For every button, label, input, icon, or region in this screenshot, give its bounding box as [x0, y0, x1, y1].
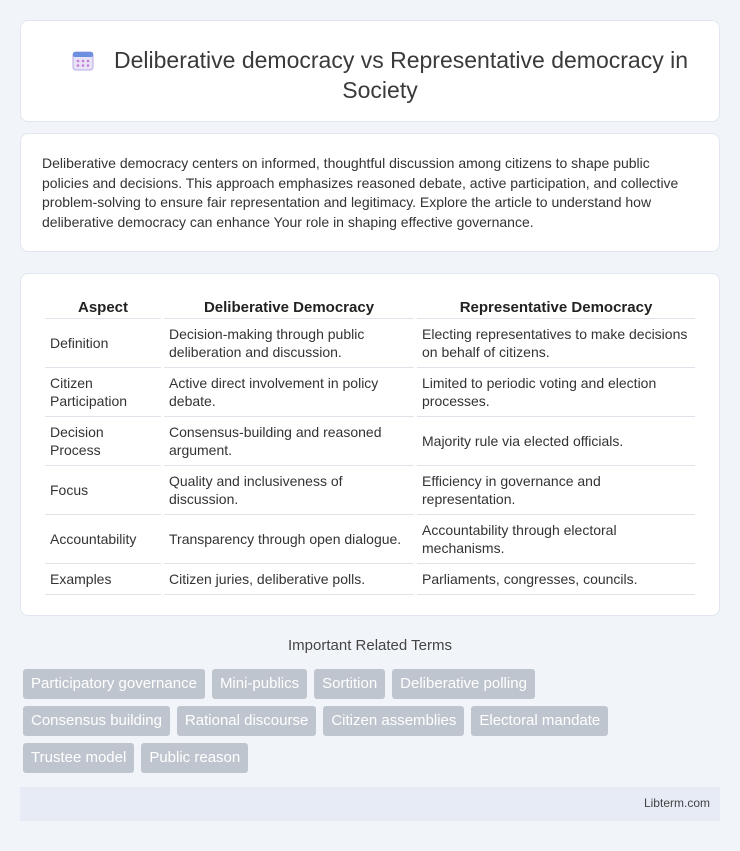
table-row — [45, 564, 695, 595]
cell-aspect: Accountability — [45, 515, 161, 564]
cell-representative: Majority rule via elected officials. — [417, 417, 695, 466]
header-aspect: Aspect — [45, 296, 161, 319]
related-terms-heading: Important Related Terms — [288, 637, 452, 654]
cell-deliberative: Decision-making through public deliberation and discussion. — [164, 319, 414, 368]
header-deliberative: Deliberative Democracy — [164, 296, 414, 319]
footer — [20, 787, 720, 821]
cell-representative: Limited to periodic voting and election processes. — [417, 368, 695, 417]
tag-rational-discourse[interactable]: Rational discourse — [177, 706, 316, 736]
cell-representative: Electing representatives to make decisions on behalf of citizens. — [417, 319, 695, 368]
tag-electoral-mandate[interactable]: Electoral mandate — [471, 706, 608, 736]
title-card — [20, 20, 720, 122]
intro-card — [20, 133, 720, 252]
cell-deliberative: Citizen juries, deliberative polls. — [164, 564, 414, 595]
tag-mini-publics[interactable]: Mini-publics — [212, 669, 307, 699]
cell-aspect: Definition — [45, 319, 161, 368]
page-title-wrap — [61, 45, 699, 105]
tag-sortition[interactable]: Sortition — [314, 669, 385, 699]
cell-aspect: Citizen Participation — [45, 368, 161, 417]
comparison-card — [20, 273, 720, 616]
tag-consensus-building[interactable]: Consensus building — [23, 706, 170, 736]
table-row — [45, 515, 695, 564]
intro-paragraph: Deliberative democracy centers on informed, thoughtful discussion among citizens to shape public policies and decisions. This approach emphasizes reasoned debate, active participation, and collective problem-solving to ensure fair representation and legitimacy. Explore the article to understand how deliberative democracy can enhance Your role in shaping effective governance. — [42, 155, 679, 230]
tag-public-reason[interactable]: Public reason — [141, 743, 248, 773]
footer-site-link[interactable]: Libterm.com — [643, 796, 710, 810]
tag-deliberative-polling[interactable]: Deliberative polling — [392, 669, 535, 699]
table-header-row — [45, 296, 695, 319]
related-terms-list — [23, 669, 663, 773]
cell-deliberative: Transparency through open dialogue. — [164, 515, 414, 564]
tag-citizen-assemblies[interactable]: Citizen assemblies — [323, 706, 464, 736]
table-row — [45, 417, 695, 466]
table-row — [45, 319, 695, 368]
calendar-icon — [72, 49, 94, 71]
cell-deliberative: Active direct involvement in policy debate. — [164, 368, 414, 417]
comparison-table — [42, 296, 698, 595]
cell-deliberative: Consensus-building and reasoned argument. — [164, 417, 414, 466]
table-row — [45, 466, 695, 515]
cell-deliberative: Quality and inclusiveness of discussion. — [164, 466, 414, 515]
cell-aspect: Examples — [45, 564, 161, 595]
cell-aspect: Decision Process — [45, 417, 161, 466]
cell-aspect: Focus — [45, 466, 161, 515]
cell-representative: Efficiency in governance and representation. — [417, 466, 695, 515]
cell-representative: Accountability through electoral mechanisms. — [417, 515, 695, 564]
page-title: Deliberative democracy vs Representative democracy in Society — [114, 47, 688, 103]
cell-representative: Parliaments, congresses, councils. — [417, 564, 695, 595]
table-row — [45, 368, 695, 417]
tag-trustee-model[interactable]: Trustee model — [23, 743, 134, 773]
header-representative: Representative Democracy — [417, 296, 695, 319]
tag-participatory-governance[interactable]: Participatory governance — [23, 669, 205, 699]
